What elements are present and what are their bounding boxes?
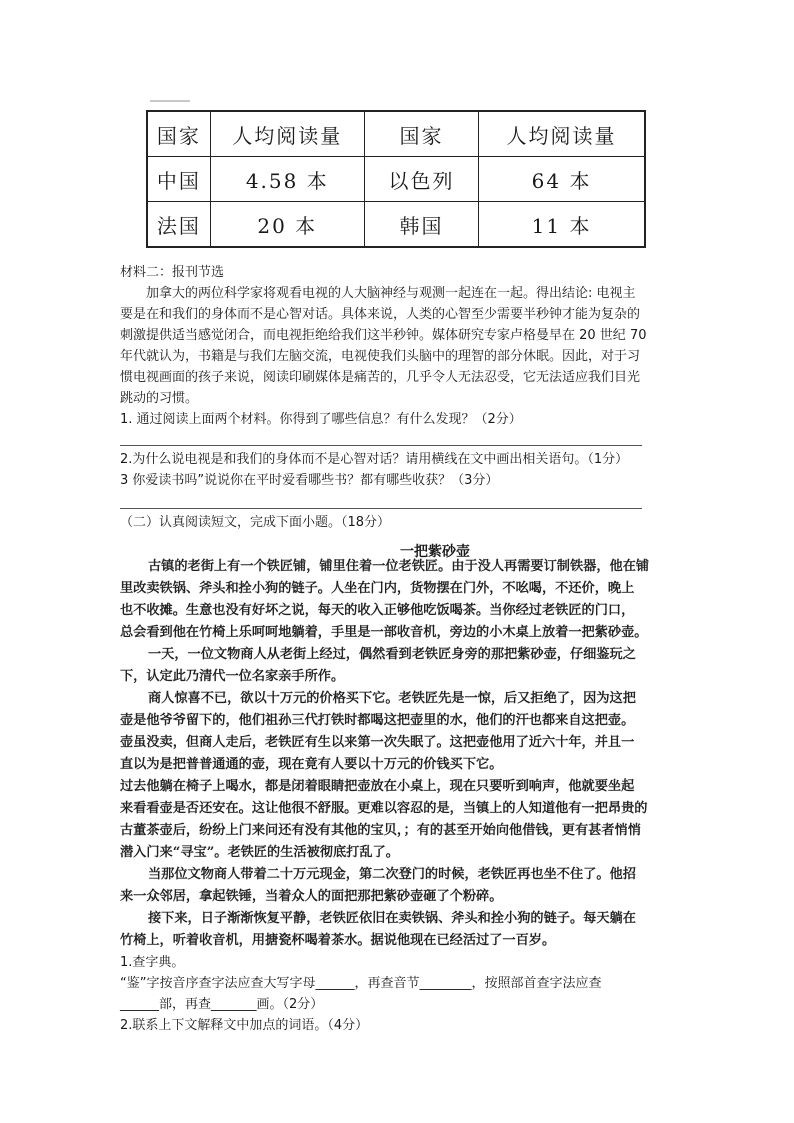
story-line: 里改卖铁锅、斧头和拴小狗的链子。人坐在门内，货物摆在门外，不吆喝，不还价，晚上 xyxy=(120,581,635,596)
answer-line xyxy=(120,445,642,446)
table-row xyxy=(147,202,645,248)
material2-line: 跳动的习惯。 xyxy=(120,391,199,406)
header-cell: 人均阅读量 xyxy=(479,111,645,157)
story-line: 商人惊喜不已，欲以十万元的价格买下它。老铁匠先是一惊，后又拒绝了，因为这把 xyxy=(148,691,636,706)
question-1: 1. 通过阅读上面两个材料。你得到了哪些信息？有什么发现？（2分） xyxy=(120,412,522,427)
story-line: 过去他躺在椅子上喝水，都是闭着眼睛把壶放在小桌上，现在只要听到响声，他就要坐起 xyxy=(120,779,635,794)
story-line: 壶是他爷爷留下的，他们祖孙三代打铁时都喝这把壶里的水，他们的汗也都来自这把壶。 xyxy=(120,713,635,728)
story-line: 也不收摊。生意也没有好坏之说，每天的收入正够他吃饭喝茶。当你经过老铁匠的门口， xyxy=(120,603,635,618)
story-line: 潜入门来“寻宝”。老铁匠的生活被彻底打乱了。 xyxy=(120,845,399,860)
table-cell: 韩国 xyxy=(364,202,478,248)
header-cell: 人均阅读量 xyxy=(210,111,364,157)
material2-line: 惯电视画面的孩子来说，阅读印刷媒体是痛苦的，几乎令人无法忍受，它无法适应我们目光 xyxy=(120,370,641,385)
story-line: 直以为是把普普通通的壶，现在竟有人要以十万元的价钱买下它。 xyxy=(120,757,503,772)
story-line: 来一众邻居，拿起铁锤，当着众人的面把那把紫砂壶砸了个粉碎。 xyxy=(120,889,503,904)
table-cell: 20 本 xyxy=(210,202,364,248)
section2-intro: （二）认真阅读短文，完成下面小题。（18分） xyxy=(120,515,391,530)
header-cell: 国家 xyxy=(364,111,478,157)
story-line: 接下来，日子渐渐恢复平静，老铁匠依旧在卖铁锅、斧头和拴小狗的链子。每天躺在 xyxy=(148,911,636,926)
reading-stats-table xyxy=(146,110,646,248)
question-dictionary-line: “鉴”字按音序查字法应查大写字母______，再查音节________，按照部首查字法应查 xyxy=(120,976,602,991)
question-dictionary: 1.查字典。 xyxy=(120,955,185,970)
table-cell: 法国 xyxy=(147,202,210,248)
material2-heading: 材料二：报刊节选 xyxy=(120,265,225,280)
table-header-row xyxy=(147,111,645,157)
question-dictionary-line: ______部，再查_______画。（2分） xyxy=(120,997,324,1012)
question-explain-words: 2.联系上下文解释文中加点的词语。（4分） xyxy=(120,1018,369,1033)
table-cell: 中国 xyxy=(147,157,210,202)
table-cell: 4.58 本 xyxy=(210,157,364,202)
header-cell: 国家 xyxy=(147,111,210,157)
story-line: 总会看到他在竹椅上乐呵呵地躺着，手里是一部收音机，旁边的小木桌上放着一把紫砂壶。 xyxy=(120,625,648,640)
story-line: 古镇的老街上有一个铁匠铺，铺里住着一位老铁匠。由于没人再需要订制铁器，他在铺 xyxy=(148,559,650,574)
question-2: 2.为什么说电视是和我们的身体而不是心智对话？请用横线在文中画出相关语句。（1分） xyxy=(120,452,629,467)
story-line: 一天，一位文物商人从老街上经过，偶然看到老铁匠身旁的那把紫砂壶，仔细鉴玩之 xyxy=(148,647,636,662)
scan-mark xyxy=(150,100,190,102)
story-line: 竹椅上，听着收音机，用搪瓷杯喝着茶水。据说他现在已经活过了一百岁。 xyxy=(120,933,556,948)
material2-line: 刺激提供适当感觉闭合，而电视拒绝给我们这半秒钟。媒体研究专家卢格曼早在 20 世纪 70 xyxy=(120,328,647,343)
table-cell: 11 本 xyxy=(479,202,645,248)
story-title: 一把紫砂壶 xyxy=(400,544,470,560)
table-row xyxy=(147,157,645,202)
story-line: 壶虽没卖，但商人走后，老铁匠有生以来第一次失眠了。这把壶他用了近六十年，并且一 xyxy=(120,735,635,750)
story-line: 当那位文物商人带着二十万元现金，第二次登门的时候，老铁匠再也坐不住了。他招 xyxy=(148,867,636,882)
story-line: 来看看壶是否还安在。这让他很不舒服。更难以容忍的是，当镇上的人知道他有一把昂贵的 xyxy=(120,801,648,816)
story-line: 下，认定此乃清代一位名家亲手所作。 xyxy=(120,669,345,684)
material2-line: 加拿大的两位科学家将观看电视的人大脑神经与观测一起连在一起。得出结论: 电视主 xyxy=(146,286,636,301)
answer-line xyxy=(120,508,642,509)
story-line: 古董茶壶后，纷纷上门来问还有没有其他的宝贝，；有的甚至开始向他借钱，更有甚者悄悄 xyxy=(120,823,641,838)
material2-line: 要是在和我们的身体而不是心智对话。具体来说，人类的心智至少需要半秒钟才能为复杂的 xyxy=(120,307,641,322)
table-cell: 64 本 xyxy=(479,157,645,202)
material2-line: 年代就认为，书籍是与我们左脑交流，电视使我们头脑中的理智的部分休眠。因此，对于习 xyxy=(120,349,641,364)
table-cell: 以色列 xyxy=(364,157,478,202)
question-3: 3 你爱读书吗”说说你在平时爱看哪些书？都有哪些收获？（3分） xyxy=(120,473,499,488)
